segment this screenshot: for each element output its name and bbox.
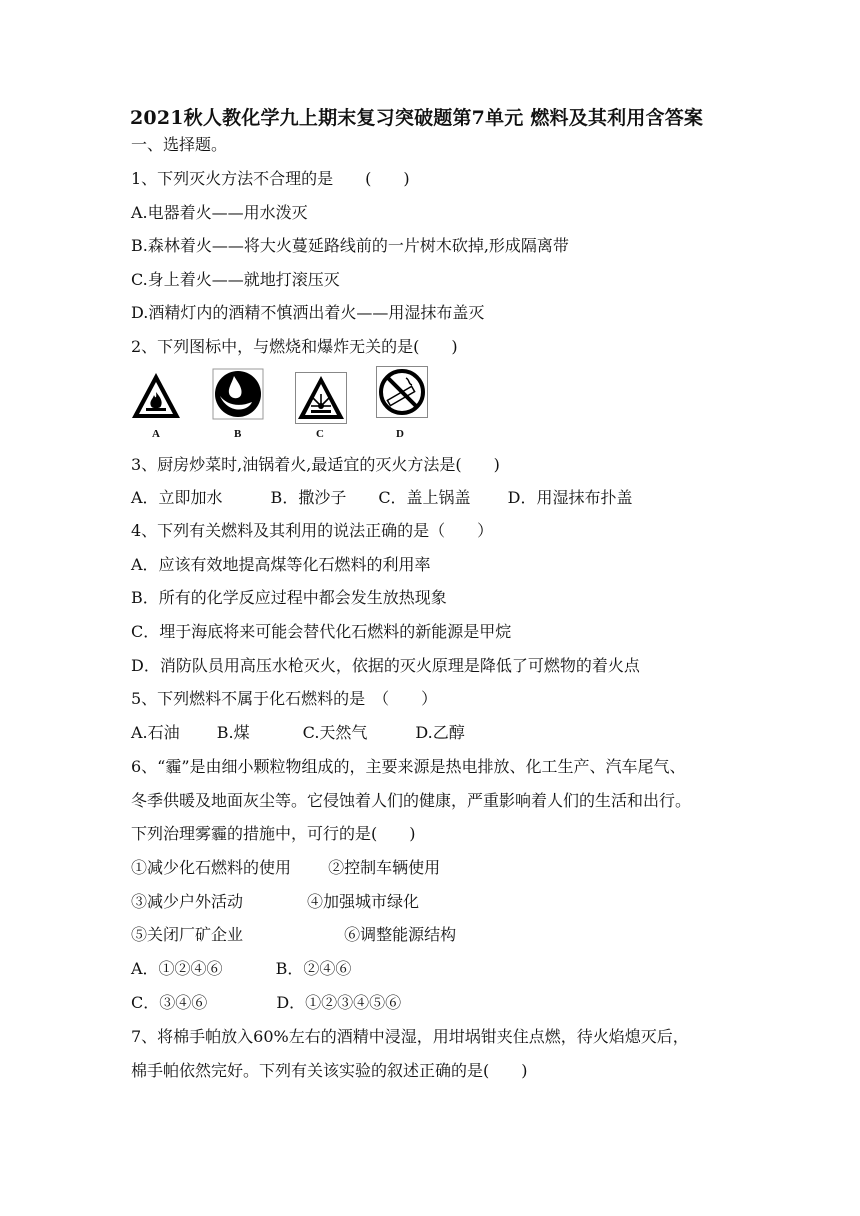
question-6-line-2: 冬季供暖及地面灰尘等。它侵蚀着人们的健康，严重影响着人们的生活和出行。 — [131, 791, 692, 810]
q4-option-c: C．埋于海底将来可能会替代化石燃料的新能源是甲烷 — [131, 622, 512, 641]
icon-label-d: D — [396, 428, 404, 440]
q1-option-a: A.电器着火——用水泼灭 — [131, 203, 308, 222]
water-drop-circle-icon — [212, 368, 264, 420]
q3-options: A．立即加水 B．撒沙子 C．盖上锅盖 D．用湿抹布扑盖 — [131, 488, 633, 507]
flammable-triangle-icon — [130, 370, 182, 422]
question-4: 4、下列有关燃料及其利用的说法正确的是（ ） — [131, 521, 494, 540]
q1-option-d: D.酒精灯内的酒精不慎洒出着火——用湿抹布盖灭 — [131, 303, 485, 322]
q6-options-cd: C．③④⑥ D．①②③④⑤⑥ — [131, 993, 402, 1012]
q4-option-a: A．应该有效地提高煤等化石燃料的利用率 — [131, 555, 431, 574]
q4-option-d: D．消防队员用高压水枪灭火，依据的灭火原理是降低了可燃物的着火点 — [131, 656, 640, 675]
question-6-line-3: 下列治理雾霾的措施中，可行的是( ) — [131, 824, 416, 843]
no-smoking-icon — [376, 366, 428, 418]
q6-measures-1-2: ①减少化石燃料的使用 ②控制车辆使用 — [131, 858, 441, 877]
q6-measures-3-4: ③减少户外活动 ④加强城市绿化 — [131, 892, 420, 911]
icon-label-b: B — [234, 428, 242, 440]
q1-option-b: B.森林着火——将大火蔓延路线前的一片树木砍掉,形成隔离带 — [131, 236, 569, 255]
section-heading: 一、选择题。 — [131, 135, 228, 154]
question-3: 3、厨房炒菜时,油锅着火,最适宜的灭火方法是( ) — [131, 455, 500, 474]
icon-label-c: C — [316, 428, 324, 440]
explosive-triangle-icon — [295, 372, 347, 424]
question-5: 5、下列燃料不属于化石燃料的是 （ ） — [131, 689, 438, 708]
q5-options: A.石油 B.煤 C.天然气 D.乙醇 — [131, 723, 465, 742]
q4-option-b: B．所有的化学反应过程中都会发生放热现象 — [131, 588, 447, 607]
q6-measures-5-6: ⑤关闭厂矿企业 ⑥调整能源结构 — [131, 925, 457, 944]
question-7-line-2: 棉手帕依然完好。下列有关该实验的叙述正确的是( ) — [131, 1061, 528, 1080]
question-6-line-1: 6、“霾”是由细小颗粒物组成的，主要来源是热电排放、化工生产、汽车尾气、 — [131, 757, 686, 776]
question-7-line-1: 7、将棉手帕放入60%左右的酒精中浸湿，用坩埚钳夹住点燃，待火焰熄灭后， — [131, 1027, 689, 1046]
document-title: 2021秋人教化学九上期末复习突破题第7单元 燃料及其利用含答案 — [130, 107, 704, 129]
q1-option-c: C.身上着火——就地打滚压灭 — [131, 270, 340, 289]
question-1: 1、下列灭火方法不合理的是 ( ) — [131, 169, 410, 188]
q6-options-ab: A．①②④⑥ B．②④⑥ — [131, 959, 352, 978]
icon-label-a: A — [152, 428, 160, 440]
question-2: 2、下列图标中，与燃烧和爆炸无关的是( ) — [131, 337, 458, 356]
